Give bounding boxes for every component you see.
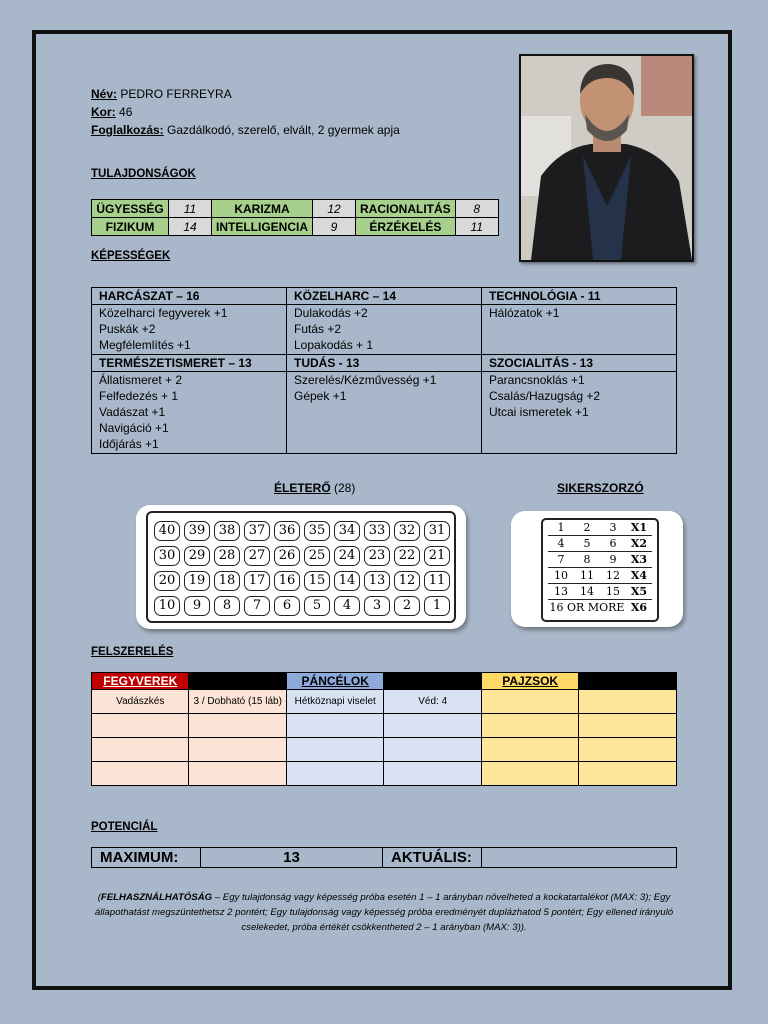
equipment-heading: FELSZERELÉS <box>91 646 174 658</box>
portrait-image <box>521 56 692 260</box>
success-multiplier: X1 <box>630 521 648 534</box>
shield-name <box>481 690 578 714</box>
skills-heading: KÉPESSÉGEK <box>91 250 171 262</box>
equipment-table <box>91 672 677 786</box>
attribute-value: 9 <box>313 218 356 236</box>
name-line: Név: PEDRO FERREYRA <box>91 87 232 101</box>
current-label: AKTUÁLIS: <box>383 848 482 868</box>
current-value <box>482 848 677 868</box>
success-threshold: 11 <box>580 569 594 582</box>
skill-group-title: TUDÁS - 13 <box>287 355 482 372</box>
success-multiplier: X6 <box>630 601 648 614</box>
success-threshold: 1 <box>557 521 565 534</box>
health-box[interactable]: 11 <box>424 571 450 591</box>
health-box[interactable]: 14 <box>334 571 360 591</box>
character-portrait <box>519 54 694 262</box>
success-row <box>548 552 652 568</box>
health-box[interactable]: 40 <box>154 521 180 541</box>
attribute-value: 12 <box>313 200 356 218</box>
health-box[interactable]: 25 <box>304 546 330 566</box>
health-label: ÉLETERŐ <box>274 481 331 495</box>
equipment-row <box>92 690 677 714</box>
attribute-row <box>92 218 499 236</box>
skills-body-row <box>92 372 677 454</box>
skill-list <box>482 305 677 355</box>
health-box[interactable]: 30 <box>154 546 180 566</box>
skill-item: Futás +2 <box>294 322 342 336</box>
health-box[interactable]: 23 <box>364 546 390 566</box>
health-box[interactable]: 27 <box>244 546 270 566</box>
health-box[interactable]: 18 <box>214 571 240 591</box>
success-row <box>548 600 652 615</box>
health-box[interactable]: 7 <box>244 596 270 616</box>
equipment-header-row <box>92 673 677 690</box>
health-box[interactable]: 13 <box>364 571 390 591</box>
skill-item: Gépek +1 <box>294 389 347 403</box>
attribute-name: ÜGYESSÉG <box>92 200 169 218</box>
header-spacer <box>579 673 677 690</box>
attribute-name: FIZIKUM <box>92 218 169 236</box>
health-box[interactable]: 12 <box>394 571 420 591</box>
success-threshold: 9 <box>609 553 617 566</box>
skill-list <box>92 372 287 454</box>
skill-list <box>92 305 287 355</box>
attributes-heading: TULAJDONSÁGOK <box>91 168 196 180</box>
character-job: Gazdálkodó, szerelő, elvált, 2 gyermek apja <box>167 123 400 137</box>
success-row <box>548 520 652 536</box>
skill-item: Utcai ismeretek +1 <box>489 405 589 419</box>
usage-note-title: FELHASZNÁLHATÓSÁG <box>100 892 213 903</box>
success-threshold: 6 <box>609 537 617 550</box>
skill-list <box>482 372 677 454</box>
success-threshold: 7 <box>557 553 565 566</box>
header-spacer <box>384 673 481 690</box>
skill-item: Parancsnoklás +1 <box>489 373 585 387</box>
job-line: Foglalkozás: Gazdálkodó, szerelő, elvált, 2 gyermek apja <box>91 123 400 137</box>
health-box[interactable]: 5 <box>304 596 330 616</box>
success-threshold: 5 <box>583 537 591 550</box>
health-box[interactable]: 15 <box>304 571 330 591</box>
skill-item: Szerelés/Kézművesség +1 <box>294 373 437 387</box>
health-box[interactable]: 8 <box>214 596 240 616</box>
skill-item: Dulakodás +2 <box>294 306 368 320</box>
skill-group-title: TECHNOLÓGIA - 11 <box>482 288 677 305</box>
health-box[interactable]: 36 <box>274 521 300 541</box>
health-box[interactable]: 34 <box>334 521 360 541</box>
health-box[interactable]: 22 <box>394 546 420 566</box>
success-multiplier: X3 <box>630 553 648 566</box>
equipment-row <box>92 762 677 786</box>
health-box[interactable]: 33 <box>364 521 390 541</box>
shield-stat <box>579 690 677 714</box>
skills-body-row <box>92 305 677 355</box>
health-box[interactable]: 37 <box>244 521 270 541</box>
skill-list <box>287 305 482 355</box>
attribute-value: 14 <box>169 218 212 236</box>
age-line: Kor: 46 <box>91 105 133 119</box>
armor-stat: Véd: 4 <box>384 690 481 714</box>
skill-group-title: SZOCIALITÁS - 13 <box>482 355 677 372</box>
skill-item: Felfedezés + 1 <box>99 389 179 403</box>
weapon-stat: 3 / Dobható (15 láb) <box>189 690 286 714</box>
skill-item: Puskák +2 <box>99 322 156 336</box>
health-value: (28) <box>334 481 356 495</box>
health-box[interactable]: 1 <box>424 596 450 616</box>
attribute-value: 11 <box>455 218 498 236</box>
armor-header: PÁNCÉLOK <box>286 673 383 690</box>
health-box[interactable]: 3 <box>364 596 390 616</box>
health-box[interactable]: 21 <box>424 546 450 566</box>
max-value: 13 <box>201 848 383 868</box>
equipment-row <box>92 738 677 762</box>
success-row <box>548 584 652 600</box>
skill-item: Navigáció +1 <box>99 421 169 435</box>
attribute-name: INTELLIGENCIA <box>212 218 313 236</box>
shields-header: PAJZSOK <box>481 673 578 690</box>
skills-table <box>91 287 677 454</box>
skill-item: Megfélemlítés +1 <box>99 338 191 352</box>
success-row <box>548 568 652 584</box>
success-threshold: 2 <box>583 521 591 534</box>
character-info <box>91 85 400 139</box>
health-box[interactable]: 29 <box>184 546 210 566</box>
health-box[interactable]: 31 <box>424 521 450 541</box>
health-box[interactable]: 28 <box>214 546 240 566</box>
success-multiplier: X5 <box>630 585 648 598</box>
skill-item: Hálózatok +1 <box>489 306 560 320</box>
skill-group-title: TERMÉSZETISMERET – 13 <box>92 355 287 372</box>
usage-note: (FELHASZNÁLHATÓSÁG – Egy tulajdonság vagy képesség próba esetén 1 – 1 arányban növelheted a kockatartalékot (MAX: 3); Egy állapothatást megszüntethetsz 2 pontért; Egy tulajdonság vagy képesség próba eredményét duplázhatod 5 pontért; Egy ellened irányuló cselekedet, próba értékét csökkentheted 2 – 1 arányban (MAX: 3)). <box>94 892 674 933</box>
health-box[interactable]: 35 <box>304 521 330 541</box>
health-track <box>136 505 466 629</box>
success-threshold: 16 OR MORE <box>549 601 625 614</box>
success-threshold: 13 <box>554 585 568 598</box>
health-box[interactable]: 17 <box>244 571 270 591</box>
header-spacer <box>189 673 286 690</box>
success-threshold: 3 <box>609 521 617 534</box>
attribute-value: 11 <box>169 200 212 218</box>
max-label: MAXIMUM: <box>92 848 201 868</box>
health-box[interactable]: 39 <box>184 521 210 541</box>
success-threshold: 15 <box>606 585 620 598</box>
success-threshold: 8 <box>583 553 591 566</box>
skills-header-row <box>92 288 677 305</box>
health-heading <box>274 481 355 495</box>
weapon-name: Vadászkés <box>92 690 189 714</box>
health-box[interactable]: 19 <box>184 571 210 591</box>
skill-list <box>287 372 482 454</box>
skill-item: Állatismeret + 2 <box>99 373 183 387</box>
skills-header-row <box>92 355 677 372</box>
health-box[interactable]: 4 <box>334 596 360 616</box>
success-threshold: 4 <box>557 537 565 550</box>
health-box[interactable]: 24 <box>334 546 360 566</box>
health-box[interactable]: 38 <box>214 521 240 541</box>
health-box[interactable]: 20 <box>154 571 180 591</box>
skill-item: Vadászat +1 <box>99 405 166 419</box>
weapons-header: FEGYVEREK <box>92 673 189 690</box>
skill-group-title: HARCÁSZAT – 16 <box>92 288 287 305</box>
character-age: 46 <box>119 105 133 119</box>
usage-note-text: – Egy tulajdonság vagy képesség próba esetén 1 – 1 arányban növelheted a kockatartalékot (MAX: 3); Egy állapothatást megszüntethetsz 2 pontért; Egy tulajdonság vagy képesség próba eredményét duplázhatod 5 pontért; Egy ellened irányuló cselekedet, próba értékét csökkentheted 2 – 1 arányban (MAX: 3)). <box>94 892 674 933</box>
equipment-row <box>92 714 677 738</box>
attribute-name: RACIONALITÁS <box>356 200 456 218</box>
success-multiplier: X2 <box>630 537 648 550</box>
armor-name: Hétköznapi viselet <box>286 690 383 714</box>
health-box[interactable]: 32 <box>394 521 420 541</box>
success-multiplier-table <box>541 518 659 622</box>
skill-group-title: KÖZELHARC – 14 <box>287 288 482 305</box>
success-threshold: 12 <box>606 569 620 582</box>
skill-item: Közelharci fegyverek +1 <box>99 306 228 320</box>
health-box[interactable]: 2 <box>394 596 420 616</box>
potential-heading: POTENCIÁL <box>91 821 158 833</box>
skill-item: Időjárás +1 <box>99 437 159 451</box>
potential-table <box>91 847 677 868</box>
health-box[interactable]: 9 <box>184 596 210 616</box>
health-box[interactable]: 26 <box>274 546 300 566</box>
attribute-name: KARIZMA <box>212 200 313 218</box>
health-grid <box>154 521 452 616</box>
attributes-table <box>91 199 499 236</box>
success-heading: SIKERSZORZÓ <box>557 481 644 495</box>
success-multiplier-card <box>511 511 683 627</box>
skill-item: Csalás/Hazugság +2 <box>489 389 601 403</box>
success-row <box>548 536 652 552</box>
success-multiplier: X4 <box>630 569 648 582</box>
health-box[interactable]: 16 <box>274 571 300 591</box>
skill-item: Lopakodás + 1 <box>294 338 374 352</box>
success-threshold: 10 <box>554 569 568 582</box>
health-box[interactable]: 10 <box>154 596 180 616</box>
potential-row <box>92 848 677 868</box>
attribute-name: ÉRZÉKELÉS <box>356 218 456 236</box>
success-threshold: 14 <box>580 585 594 598</box>
attribute-row <box>92 200 499 218</box>
health-box[interactable]: 6 <box>274 596 300 616</box>
character-name: PEDRO FERREYRA <box>120 87 232 101</box>
attribute-value: 8 <box>455 200 498 218</box>
